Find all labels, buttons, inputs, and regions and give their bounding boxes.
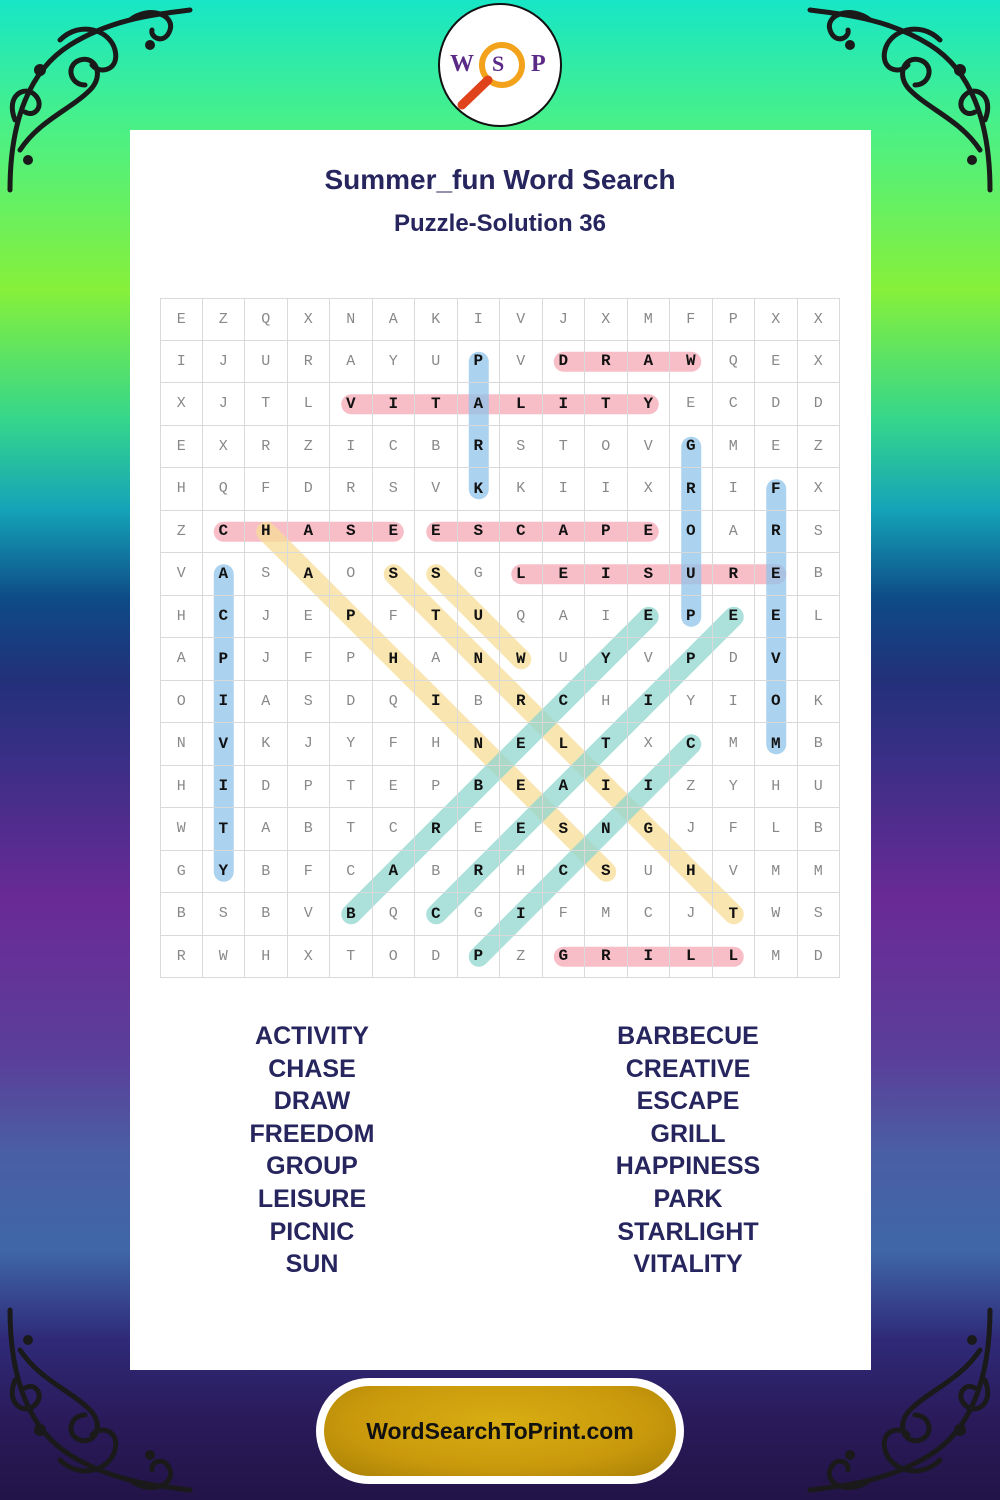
grid-cell[interactable]: A — [543, 766, 586, 809]
grid-cell[interactable]: Y — [373, 341, 416, 384]
grid-cell[interactable]: X — [798, 341, 841, 384]
grid-cell[interactable]: B — [160, 893, 203, 936]
grid-cell[interactable]: S — [415, 553, 458, 596]
grid-cell[interactable]: B — [245, 851, 288, 894]
grid-cell[interactable]: A — [713, 511, 756, 554]
grid-cell[interactable]: A — [160, 638, 203, 681]
grid-cell[interactable]: D — [798, 936, 841, 979]
grid-cell[interactable]: I — [628, 681, 671, 724]
grid-cell[interactable]: B — [798, 723, 841, 766]
grid-cell[interactable]: G — [670, 426, 713, 469]
grid-cell[interactable]: F — [373, 596, 416, 639]
grid-cell[interactable]: T — [245, 383, 288, 426]
grid-cell[interactable]: I — [585, 553, 628, 596]
grid-cell[interactable]: Z — [798, 426, 841, 469]
grid-cell[interactable]: M — [585, 893, 628, 936]
logo-letter-p: P — [531, 51, 546, 77]
grid-cell[interactable]: Y — [670, 681, 713, 724]
grid-cell[interactable]: M — [755, 723, 798, 766]
grid-cell[interactable]: P — [288, 766, 331, 809]
grid-cell[interactable]: M — [713, 426, 756, 469]
word-list-right — [538, 1020, 838, 1281]
grid-cell[interactable]: Q — [245, 298, 288, 341]
grid-cell[interactable]: V — [628, 426, 671, 469]
grid-cell[interactable]: O — [670, 511, 713, 554]
grid-cell[interactable]: J — [288, 723, 331, 766]
grid-cell[interactable]: P — [203, 638, 246, 681]
grid-cell[interactable]: V — [415, 468, 458, 511]
grid-cell[interactable]: H — [755, 766, 798, 809]
grid-cell[interactable]: U — [670, 553, 713, 596]
grid-cell[interactable]: T — [203, 808, 246, 851]
grid-cell[interactable]: H — [245, 511, 288, 554]
word-list-item: LEISURE — [257, 1184, 367, 1213]
grid-cell[interactable]: E — [628, 511, 671, 554]
grid-cell[interactable]: T — [330, 766, 373, 809]
grid-cell[interactable]: L — [500, 383, 543, 426]
grid-cell[interactable]: K — [245, 723, 288, 766]
grid-cell[interactable]: I — [415, 681, 458, 724]
grid-cell[interactable]: X — [755, 298, 798, 341]
grid-cell[interactable]: G — [160, 851, 203, 894]
grid-cell[interactable]: V — [628, 638, 671, 681]
grid-cell[interactable]: E — [415, 511, 458, 554]
grid-cell[interactable]: C — [203, 596, 246, 639]
grid-cell[interactable]: L — [500, 553, 543, 596]
grid-cell[interactable]: W — [500, 638, 543, 681]
grid-cell[interactable]: Z — [500, 936, 543, 979]
grid-cell[interactable]: E — [288, 596, 331, 639]
grid-cell[interactable]: G — [458, 553, 501, 596]
grid-cell[interactable]: X — [798, 468, 841, 511]
grid-cell[interactable]: J — [670, 808, 713, 851]
grid-cell[interactable]: O — [755, 681, 798, 724]
grid-cell[interactable]: T — [585, 383, 628, 426]
grid-cell[interactable]: E — [160, 298, 203, 341]
letter-grid — [160, 298, 840, 978]
grid-cell[interactable]: B — [798, 808, 841, 851]
word-list-item: VITALITY — [633, 1250, 743, 1279]
grid-cell[interactable]: H — [670, 851, 713, 894]
grid-cell[interactable]: S — [798, 511, 841, 554]
word-list-item: HAPPINESS — [615, 1152, 761, 1181]
grid-cell[interactable] — [798, 638, 841, 681]
grid-cell[interactable]: U — [798, 766, 841, 809]
grid-cell[interactable]: K — [458, 468, 501, 511]
grid-cell[interactable]: L — [543, 723, 586, 766]
grid-cell[interactable]: X — [585, 298, 628, 341]
grid-cell[interactable]: V — [713, 851, 756, 894]
grid-cell[interactable]: E — [543, 553, 586, 596]
wsp-logo[interactable] — [438, 3, 562, 127]
word-list-item: ACTIVITY — [255, 1022, 369, 1050]
grid-cell[interactable]: L — [670, 936, 713, 979]
word-list-item: BARBECUE — [617, 1022, 759, 1050]
grid-cell[interactable]: H — [160, 766, 203, 809]
grid-cell[interactable]: X — [160, 383, 203, 426]
grid-cell[interactable]: V — [288, 893, 331, 936]
grid-cell[interactable]: U — [458, 596, 501, 639]
grid-cell[interactable]: A — [415, 638, 458, 681]
logo-letter-w: W — [450, 51, 474, 77]
grid-cell[interactable]: D — [755, 383, 798, 426]
grid-cell[interactable]: G — [543, 936, 586, 979]
grid-cell[interactable]: J — [245, 596, 288, 639]
grid-cell[interactable]: H — [160, 596, 203, 639]
grid-cell[interactable]: O — [160, 681, 203, 724]
grid-cell[interactable]: O — [330, 553, 373, 596]
grid-cell[interactable]: K — [798, 681, 841, 724]
grid-cell[interactable]: I — [543, 383, 586, 426]
grid-cell[interactable]: U — [245, 341, 288, 384]
grid-cell[interactable]: H — [245, 936, 288, 979]
grid-cell[interactable]: Z — [670, 766, 713, 809]
grid-cell[interactable]: A — [245, 808, 288, 851]
grid-cell[interactable]: R — [415, 808, 458, 851]
grid-cell[interactable]: I — [713, 468, 756, 511]
grid-cell[interactable]: I — [160, 341, 203, 384]
grid-cell[interactable]: G — [628, 808, 671, 851]
grid-cell[interactable]: P — [458, 936, 501, 979]
logo-letter-s: S — [492, 51, 505, 76]
grid-cell[interactable]: H — [500, 851, 543, 894]
grid-cell[interactable]: X — [203, 426, 246, 469]
grid-cell[interactable]: A — [288, 553, 331, 596]
grid-cell[interactable]: W — [160, 808, 203, 851]
grid-cell[interactable]: P — [670, 638, 713, 681]
grid-cell[interactable]: S — [798, 893, 841, 936]
grid-cell[interactable]: K — [415, 298, 458, 341]
grid-cell[interactable]: L — [798, 596, 841, 639]
grid-cell[interactable]: B — [458, 681, 501, 724]
grid-cell[interactable]: R — [458, 851, 501, 894]
grid-cell[interactable]: S — [203, 893, 246, 936]
grid-cell[interactable]: I — [203, 681, 246, 724]
word-list-item: GRILL — [650, 1119, 726, 1148]
website-link-pill[interactable] — [324, 1386, 676, 1476]
grid-cell[interactable]: V — [160, 553, 203, 596]
word-list-item: PARK — [653, 1184, 723, 1213]
grid-cell[interactable]: N — [160, 723, 203, 766]
grid-cell[interactable]: M — [713, 723, 756, 766]
grid-cell[interactable]: C — [713, 383, 756, 426]
grid-cell[interactable]: E — [755, 596, 798, 639]
grid-cell[interactable]: V — [330, 383, 373, 426]
grid-cell[interactable]: Z — [203, 298, 246, 341]
website-link-button[interactable] — [316, 1378, 684, 1484]
grid-cell[interactable]: I — [713, 681, 756, 724]
grid-cell[interactable]: W — [670, 341, 713, 384]
grid-cell[interactable]: I — [458, 298, 501, 341]
grid-cell[interactable]: Y — [330, 723, 373, 766]
grid-cell[interactable]: T — [543, 426, 586, 469]
grid-cell[interactable]: F — [288, 638, 331, 681]
puzzle-title: Summer_fun Word Search — [324, 164, 676, 195]
grid-cell[interactable]: D — [245, 766, 288, 809]
grid-cell[interactable]: R — [585, 341, 628, 384]
grid-cell[interactable]: C — [330, 851, 373, 894]
grid-cell[interactable]: I — [585, 766, 628, 809]
grid-cell[interactable]: C — [543, 851, 586, 894]
grid-cell[interactable]: X — [628, 723, 671, 766]
grid-cell[interactable]: B — [415, 851, 458, 894]
grid-cell[interactable]: E — [500, 808, 543, 851]
word-list-item: GROUP — [266, 1152, 358, 1181]
grid-cell[interactable]: F — [670, 298, 713, 341]
grid-cell[interactable]: I — [585, 468, 628, 511]
grid-cell[interactable]: X — [628, 468, 671, 511]
grid-cell[interactable]: U — [415, 341, 458, 384]
grid-cell[interactable]: H — [373, 638, 416, 681]
grid-cell[interactable]: R — [288, 341, 331, 384]
grid-cell[interactable]: O — [585, 426, 628, 469]
grid-cell[interactable]: Z — [288, 426, 331, 469]
grid-cell[interactable]: E — [500, 766, 543, 809]
grid-cell[interactable]: P — [713, 298, 756, 341]
grid-cell[interactable]: E — [373, 766, 416, 809]
grid-cell[interactable]: R — [330, 468, 373, 511]
grid-cell[interactable]: S — [288, 681, 331, 724]
grid-cell[interactable]: F — [245, 468, 288, 511]
word-list-item: FREEDOM — [249, 1119, 375, 1148]
word-list-item: PICNIC — [269, 1217, 355, 1246]
grid-cell[interactable]: A — [203, 553, 246, 596]
grid-cell[interactable]: R — [713, 553, 756, 596]
grid-cell[interactable]: E — [755, 426, 798, 469]
grid-cell[interactable]: D — [415, 936, 458, 979]
grid-cell[interactable]: A — [543, 511, 586, 554]
grid-cell[interactable]: A — [543, 596, 586, 639]
grid-cell[interactable]: Q — [500, 596, 543, 639]
grid-cell[interactable]: A — [458, 383, 501, 426]
grid-cell[interactable]: K — [500, 468, 543, 511]
grid-cell[interactable]: W — [203, 936, 246, 979]
grid-cell[interactable]: E — [628, 596, 671, 639]
grid-cell[interactable]: E — [670, 383, 713, 426]
grid-cell[interactable]: P — [330, 596, 373, 639]
grid-cell[interactable]: M — [755, 851, 798, 894]
grid-cell[interactable]: P — [670, 596, 713, 639]
word-list-item: SUN — [285, 1250, 339, 1279]
grid-cell[interactable]: H — [415, 723, 458, 766]
grid-cell[interactable]: T — [330, 808, 373, 851]
grid-cell[interactable]: I — [373, 383, 416, 426]
grid-cell[interactable]: D — [543, 341, 586, 384]
grid-cell[interactable]: M — [628, 298, 671, 341]
grid-cell[interactable]: M — [755, 936, 798, 979]
grid-cell[interactable]: T — [585, 723, 628, 766]
grid-cell[interactable]: R — [500, 681, 543, 724]
grid-cell[interactable]: E — [713, 596, 756, 639]
grid-cell[interactable]: S — [500, 426, 543, 469]
grid-cell[interactable]: T — [330, 936, 373, 979]
grid-cell[interactable]: A — [288, 511, 331, 554]
grid-cell[interactable]: S — [373, 553, 416, 596]
grid-cell[interactable]: R — [245, 426, 288, 469]
grid-cell[interactable]: S — [585, 851, 628, 894]
grid-cell[interactable]: N — [458, 723, 501, 766]
puzzle-subtitle: Puzzle-Solution 36 — [393, 210, 606, 237]
grid-cell[interactable]: D — [330, 681, 373, 724]
grid-cell[interactable]: A — [628, 341, 671, 384]
grid-cell[interactable]: C — [373, 808, 416, 851]
website-link-text[interactable]: WordSearchToPrint.com — [366, 1417, 634, 1444]
grid-cell[interactable]: C — [628, 893, 671, 936]
grid-cell[interactable]: E — [373, 511, 416, 554]
grid-cell[interactable]: G — [458, 893, 501, 936]
grid-cell[interactable]: Q — [203, 468, 246, 511]
grid-cell[interactable]: J — [203, 383, 246, 426]
grid-cell[interactable]: P — [458, 341, 501, 384]
grid-cell[interactable]: Q — [373, 893, 416, 936]
grid-cell[interactable]: E — [500, 723, 543, 766]
grid-cell[interactable]: I — [543, 468, 586, 511]
grid-cell[interactable]: Y — [585, 638, 628, 681]
grid-cell[interactable]: B — [458, 766, 501, 809]
grid-cell[interactable]: I — [203, 766, 246, 809]
grid-cell[interactable]: C — [670, 723, 713, 766]
grid-cell[interactable]: N — [458, 638, 501, 681]
grid-cell[interactable]: J — [203, 341, 246, 384]
grid-cell[interactable]: C — [500, 511, 543, 554]
grid-cell[interactable]: R — [458, 426, 501, 469]
grid-cell[interactable]: J — [670, 893, 713, 936]
grid-cell[interactable]: M — [798, 851, 841, 894]
grid-cell[interactable]: F — [755, 468, 798, 511]
grid-cell[interactable]: I — [628, 936, 671, 979]
grid-cell[interactable]: S — [330, 511, 373, 554]
grid-cell[interactable]: S — [543, 808, 586, 851]
grid-cell[interactable]: A — [373, 298, 416, 341]
grid-cell[interactable]: V — [203, 723, 246, 766]
grid-cell[interactable]: V — [755, 638, 798, 681]
grid-cell[interactable]: C — [203, 511, 246, 554]
grid-cell[interactable]: X — [288, 936, 331, 979]
grid-cell[interactable]: Q — [713, 341, 756, 384]
grid-cell[interactable]: P — [585, 511, 628, 554]
grid-cell[interactable]: F — [373, 723, 416, 766]
grid-cell[interactable]: J — [543, 298, 586, 341]
grid-cell[interactable]: I — [500, 893, 543, 936]
grid-cell[interactable]: Y — [628, 383, 671, 426]
grid-cell[interactable]: S — [245, 553, 288, 596]
word-list-item: DRAW — [273, 1087, 351, 1116]
grid-cell[interactable]: Z — [160, 511, 203, 554]
grid-cell[interactable]: E — [160, 426, 203, 469]
grid-cell[interactable]: P — [415, 766, 458, 809]
grid-cell[interactable]: F — [713, 808, 756, 851]
grid-cell[interactable]: Y — [203, 851, 246, 894]
word-search-grid — [160, 298, 840, 978]
grid-cell[interactable]: V — [500, 341, 543, 384]
grid-cell[interactable]: T — [713, 893, 756, 936]
grid-cell[interactable]: P — [330, 638, 373, 681]
grid-cell[interactable]: I — [628, 766, 671, 809]
grid-cell[interactable]: R — [585, 936, 628, 979]
grid-cell[interactable]: Y — [713, 766, 756, 809]
grid-cell[interactable]: A — [330, 341, 373, 384]
grid-cell[interactable]: H — [160, 468, 203, 511]
grid-cell[interactable]: B — [798, 553, 841, 596]
grid-cell[interactable]: F — [288, 851, 331, 894]
grid-cell[interactable]: C — [543, 681, 586, 724]
grid-cell[interactable]: A — [245, 681, 288, 724]
grid-cell[interactable]: H — [585, 681, 628, 724]
grid-cell[interactable]: E — [755, 553, 798, 596]
grid-cell[interactable]: X — [288, 298, 331, 341]
grid-cell[interactable]: X — [798, 298, 841, 341]
grid-cell[interactable]: I — [585, 596, 628, 639]
grid-cell[interactable]: L — [288, 383, 331, 426]
grid-cell[interactable]: D — [288, 468, 331, 511]
grid-cell[interactable]: F — [543, 893, 586, 936]
grid-cell[interactable]: B — [245, 893, 288, 936]
grid-cell[interactable]: R — [755, 511, 798, 554]
word-list-left — [162, 1020, 462, 1281]
grid-cell[interactable]: U — [543, 638, 586, 681]
grid-cell[interactable]: B — [288, 808, 331, 851]
grid-cell[interactable]: V — [500, 298, 543, 341]
word-list-item: STARLIGHT — [617, 1217, 759, 1246]
grid-cell[interactable]: U — [628, 851, 671, 894]
grid-cell[interactable]: O — [373, 936, 416, 979]
word-list-item: CHASE — [268, 1054, 356, 1083]
grid-cell[interactable]: D — [798, 383, 841, 426]
grid-cell[interactable]: C — [415, 893, 458, 936]
grid-cell[interactable]: S — [628, 553, 671, 596]
grid-cell[interactable]: R — [670, 468, 713, 511]
grid-cell[interactable]: R — [160, 936, 203, 979]
grid-cell[interactable]: W — [755, 893, 798, 936]
grid-cell[interactable]: E — [458, 808, 501, 851]
word-list-item: CREATIVE — [625, 1054, 751, 1083]
grid-cell[interactable]: L — [755, 808, 798, 851]
grid-cell[interactable]: N — [330, 298, 373, 341]
word-list-item: ESCAPE — [636, 1087, 740, 1116]
grid-cell[interactable]: N — [585, 808, 628, 851]
grid-cell[interactable]: L — [713, 936, 756, 979]
grid-cell[interactable]: C — [373, 426, 416, 469]
grid-cell[interactable]: S — [373, 468, 416, 511]
grid-cell[interactable]: B — [330, 893, 373, 936]
grid-cell[interactable]: D — [713, 638, 756, 681]
grid-cell[interactable]: T — [415, 383, 458, 426]
grid-cell[interactable]: A — [373, 851, 416, 894]
grid-cell[interactable]: T — [415, 596, 458, 639]
grid-cell[interactable]: S — [458, 511, 501, 554]
grid-cell[interactable]: Q — [373, 681, 416, 724]
grid-cell[interactable]: B — [415, 426, 458, 469]
grid-cell[interactable]: I — [330, 426, 373, 469]
grid-cell[interactable]: J — [245, 638, 288, 681]
grid-cell[interactable]: E — [755, 341, 798, 384]
